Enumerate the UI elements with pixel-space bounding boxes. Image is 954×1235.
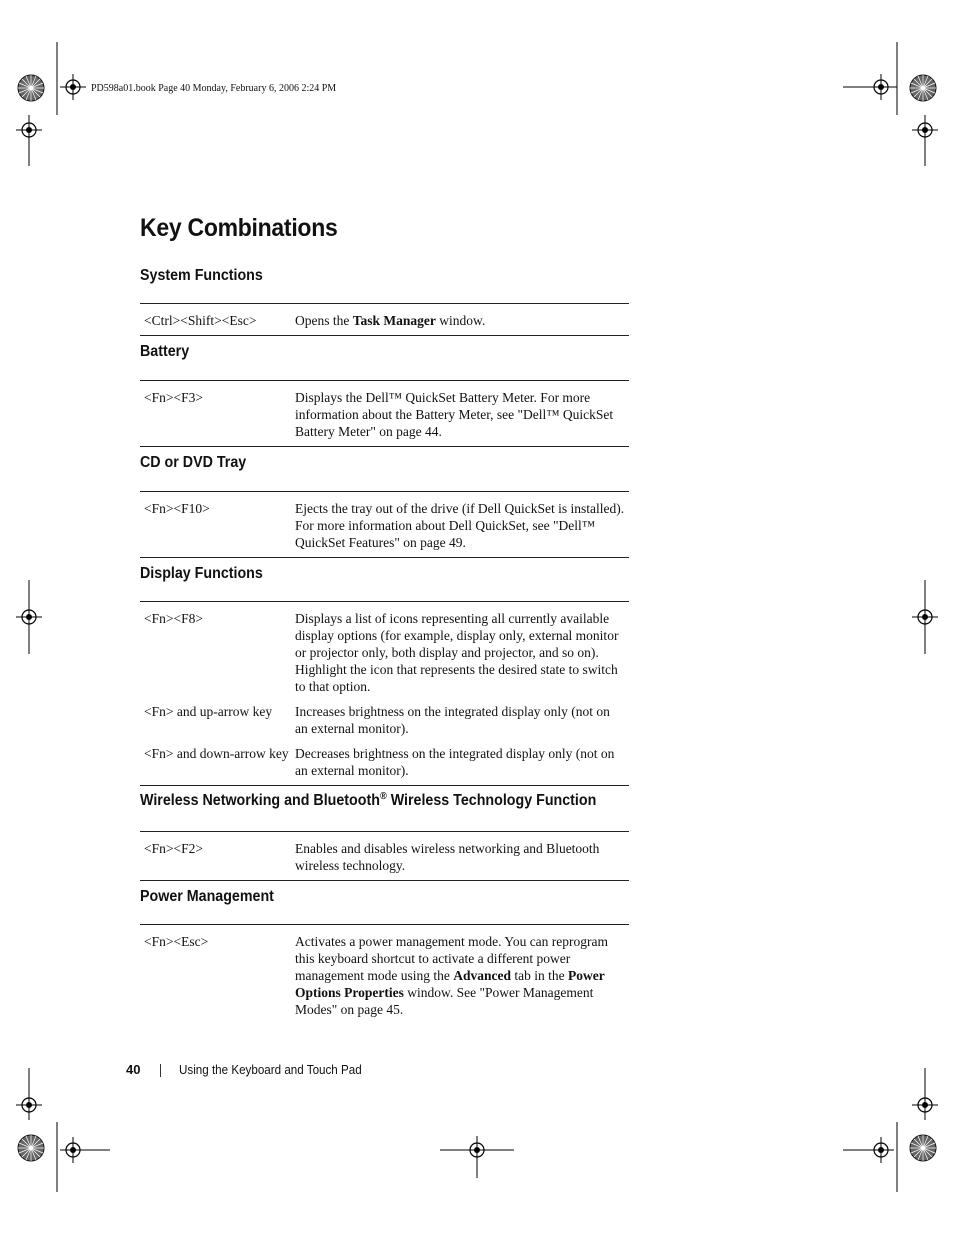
key-description: Displays the Dell™ QuickSet Battery Meter. For more information about the Battery Meter, see "Dell™ QuickSet Battery Meter" on page 44. (295, 390, 614, 439)
section-heading-cd-dvd-tray: CD or DVD Tray (140, 454, 247, 471)
key-combo: <Fn> and up-arrow key (144, 704, 273, 719)
key-combo: <Fn><F3> (144, 390, 203, 405)
table-row (140, 832, 629, 881)
footer-divider (160, 1064, 161, 1077)
table-row (140, 602, 629, 696)
table-row (140, 925, 629, 1025)
printer-slug: PD598a01.book Page 40 Monday, February 6, 2006 2:24 PM (91, 83, 337, 94)
table-row (140, 492, 629, 558)
key-combo: <Fn><F10> (144, 501, 210, 516)
key-description: Enables and disables wireless networking and Bluetooth wireless technology. (295, 841, 600, 873)
key-description: Displays a list of icons representing all currently available display options (for example, display only, external monitor or projector only, both display and projector, and so on). Highlight the icon that represents the desired state to switch to that option. (295, 611, 619, 694)
table-row (140, 695, 629, 737)
section-heading-system-functions: System Functions (140, 267, 263, 284)
section-heading-power-management: Power Management (140, 888, 274, 905)
key-combo: <Fn><Esc> (144, 934, 209, 949)
key-description: Ejects the tray out of the drive (if Dell QuickSet is installed). For more information about Dell QuickSet, see "Dell™ QuickSet Features" on page 49. (295, 501, 625, 550)
key-table-power-management (140, 924, 629, 1024)
key-description: Opens the Task Manager window. (295, 313, 486, 328)
key-combo: <Ctrl><Shift><Esc> (144, 313, 257, 328)
page-title: Key Combinations (140, 214, 338, 242)
key-description: Activates a power management mode. You can reprogram this keyboard shortcut to activate a different power management mode using the Advanced tab in the Power Options Properties window. See "Power Management Modes" on page 45. (295, 934, 609, 1017)
key-description: Increases brightness on the integrated display only (not on an external monitor). (295, 704, 610, 736)
key-combo: <Fn><F8> (144, 611, 203, 626)
key-table-wireless (140, 831, 629, 881)
section-heading-wireless: Wireless Networking and Bluetooth® Wireless Technology Function (140, 791, 597, 810)
key-table-display-functions (140, 601, 629, 786)
section-heading-battery: Battery (140, 343, 190, 360)
section-heading-display-functions: Display Functions (140, 565, 263, 582)
key-table-system-functions (140, 303, 629, 336)
key-table-battery (140, 380, 629, 447)
table-row (140, 737, 629, 786)
table-row (140, 381, 629, 447)
key-combo: <Fn><F2> (144, 841, 203, 856)
key-description: Decreases brightness on the integrated display only (not on an external monitor). (295, 746, 615, 778)
page-number: 40 (126, 1062, 141, 1077)
chapter-title: Using the Keyboard and Touch Pad (179, 1063, 362, 1077)
key-table-cd-dvd-tray (140, 491, 629, 558)
key-combo: <Fn> and down-arrow key (144, 746, 289, 761)
table-row (140, 304, 629, 336)
